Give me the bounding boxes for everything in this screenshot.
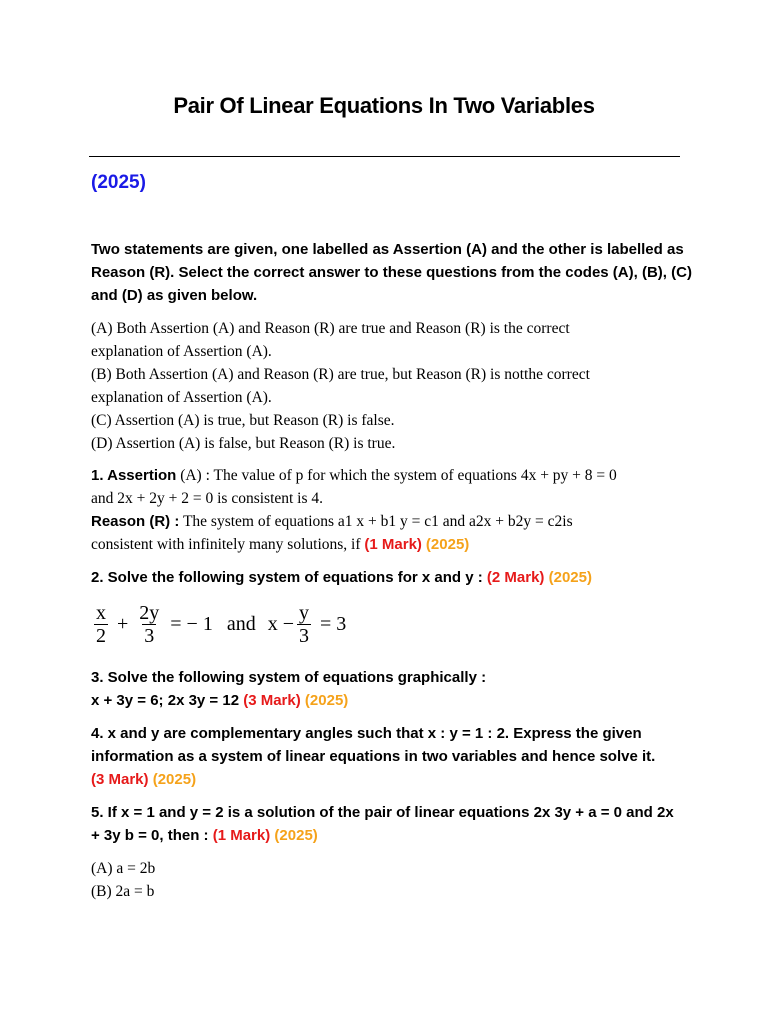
q3-year-badge: (2025): [304, 692, 349, 709]
q2-mark-badge: (2 Mark): [486, 569, 545, 586]
question-3: [91, 666, 691, 712]
q4-line-2: information as a system of linear equations in two variables and hence solve it.: [91, 748, 656, 765]
q5-line-2: + 3y b = 0, then :: [91, 827, 213, 844]
q1-reason-label: Reason (R) :: [91, 513, 180, 530]
instructions-line-3: and (D) as given below.: [91, 287, 258, 304]
question-1: [91, 464, 691, 556]
instructions-line-2: Reason (R). Select the correct answer to these questions from the codes (A), (B), (C): [91, 264, 692, 281]
q5-mark-badge: (1 Mark): [212, 827, 271, 844]
q1-assertion-line-1: (A) : The value of p for which the system of equations 4x + py + 8 = 0: [176, 467, 617, 484]
q4-year-badge: (2025): [152, 771, 197, 788]
q1-reason-line-2: consistent with infinitely many solutions, if: [91, 536, 365, 553]
fraction-y-over-3: $\frac{y}{3}$: [299, 601, 310, 647]
q4-mark-badge: (3 Mark): [91, 771, 149, 788]
question-4: [91, 722, 691, 791]
q1-year-badge: (2025): [425, 536, 470, 553]
code-a-line-2: explanation of Assertion (A).: [91, 343, 272, 360]
page-title: Pair Of Linear Equations In Two Variables: [173, 93, 595, 118]
q5-year-badge: (2025): [274, 827, 318, 844]
q1-label: 1. Assertion: [91, 467, 177, 484]
question-5: [91, 801, 691, 847]
q2-equation: $\frac{x}{2}$ + $\frac{2y}{3}$ = − 1 and x − $\frac{y}{3}$ = 3: [96, 601, 347, 647]
fraction-2y-over-3: $\frac{2y}{3}$: [139, 601, 160, 647]
q5-line-1: 5. If x = 1 and y = 2 is a solution of the pair of linear equations 2x 3y + a = 0 and 2x: [91, 804, 674, 821]
instructions: [91, 238, 691, 307]
q1-reason-line-1: The system of equations a1 x + b1 y = c1 and a2x + b2y = c2is: [179, 513, 573, 530]
year-heading: (2025): [91, 172, 146, 193]
code-b-line-2: explanation of Assertion (A).: [91, 389, 272, 406]
q2-year-badge: (2025): [548, 569, 592, 586]
code-c: (C) Assertion (A) is true, but Reason (R) is false.: [91, 412, 395, 429]
answer-codes: [91, 317, 691, 455]
q5-option-b: (B) 2a = b: [91, 883, 155, 900]
instructions-line-1: Two statements are given, one labelled as Assertion (A) and the other is labelled as: [91, 241, 684, 258]
title-divider: [89, 156, 680, 157]
q3-mark-badge: (3 Mark): [243, 692, 301, 709]
q5-option-a: (A) a = 2b: [91, 860, 156, 877]
q5-options: [91, 857, 691, 903]
code-b-line-1: (B) Both Assertion (A) and Reason (R) are true, but Reason (R) is notthe correct: [91, 366, 590, 383]
q3-line-2: x + 3y = 6; 2x 3y = 12: [91, 692, 244, 709]
q1-mark-badge: (1 Mark): [364, 536, 422, 553]
q3-line-1: 3. Solve the following system of equations graphically :: [91, 669, 487, 686]
code-a-line-1: (A) Both Assertion (A) and Reason (R) are true and Reason (R) is the correct: [91, 320, 570, 337]
q1-assertion-line-2: and 2x + 2y + 2 = 0 is consistent is 4.: [91, 490, 324, 507]
question-2: [91, 566, 691, 589]
code-d: (D) Assertion (A) is false, but Reason (R) is true.: [91, 435, 396, 452]
q4-line-1: 4. x and y are complementary angles such that x : y = 1 : 2. Express the given: [91, 725, 642, 742]
fraction-x-over-2: $\frac{x}{2}$: [96, 601, 106, 647]
q2-text: 2. Solve the following system of equations for x and y :: [91, 569, 487, 586]
